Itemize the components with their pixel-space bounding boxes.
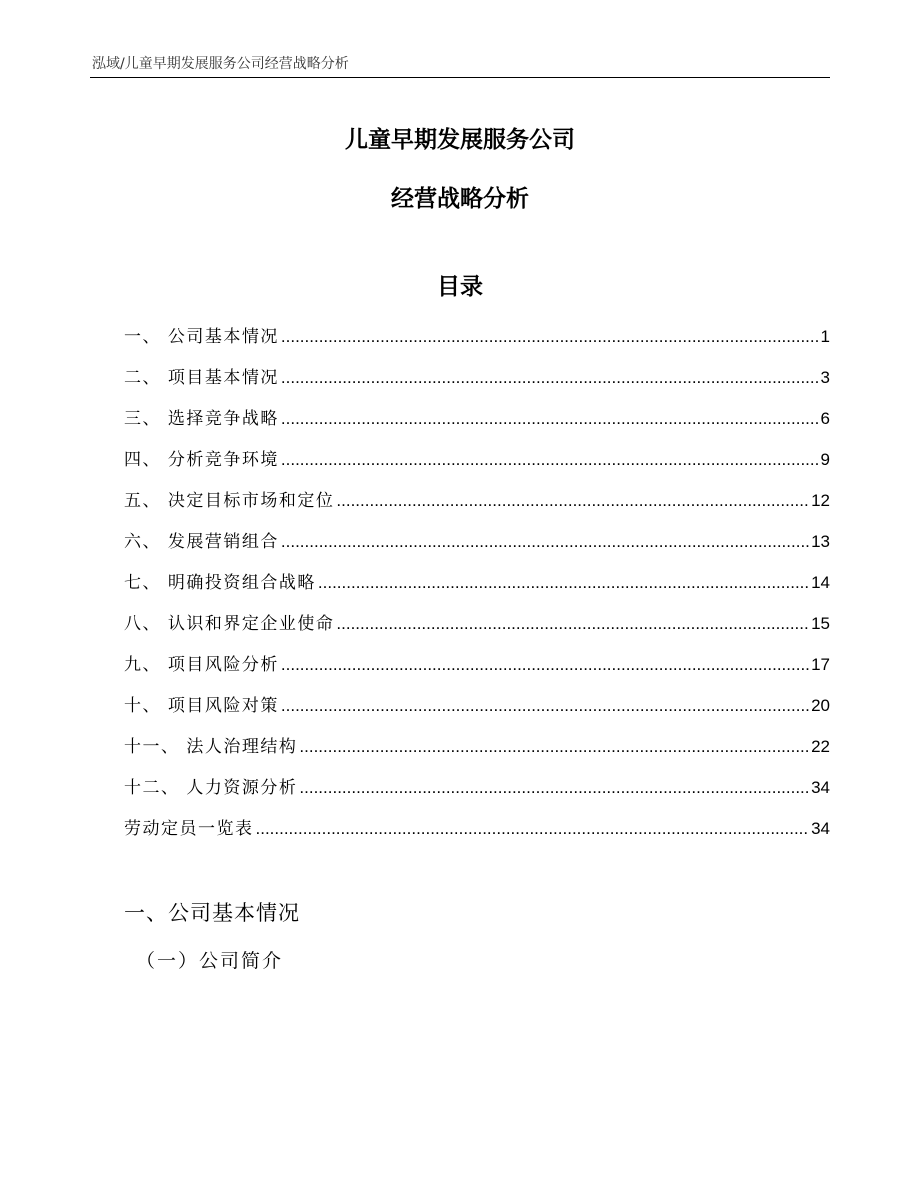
- toc-entry-page: 14: [811, 573, 830, 592]
- toc-entry-label: 八、 认识和界定企业使命: [124, 614, 335, 634]
- toc-entry-label: 七、 明确投资组合战略: [124, 573, 316, 593]
- toc-entry[interactable]: [124, 816, 830, 857]
- toc-entry[interactable]: [124, 652, 830, 693]
- toc-entry-label: 一、 公司基本情况: [124, 327, 279, 347]
- toc-entry-page: 3: [820, 368, 830, 387]
- toc-entry-page: 22: [811, 737, 830, 756]
- toc-entry-page: 1: [820, 327, 830, 346]
- toc-leader-dots: [299, 734, 809, 760]
- toc-entry[interactable]: [124, 570, 830, 611]
- toc-entry[interactable]: [124, 775, 830, 816]
- section-heading: 一、公司基本情况: [124, 901, 300, 925]
- header-divider: [90, 77, 830, 78]
- toc-entry[interactable]: [124, 611, 830, 652]
- toc-entry-label: 六、 发展营销组合: [124, 532, 279, 552]
- toc-leader-dots: [318, 570, 809, 596]
- toc-entry-page: 17: [811, 655, 830, 674]
- toc-entry-page: 12: [811, 491, 830, 510]
- table-of-contents: [124, 324, 830, 857]
- toc-leader-dots: [281, 529, 809, 555]
- toc-heading: 目录: [437, 274, 483, 300]
- toc-entry[interactable]: [124, 529, 830, 570]
- toc-entry-page: 20: [811, 696, 830, 715]
- subsection-heading: （一）公司简介: [136, 950, 284, 972]
- toc-entry-page: 15: [811, 614, 830, 633]
- toc-leader-dots: [281, 652, 809, 678]
- toc-leader-dots: [281, 406, 819, 432]
- toc-leader-dots: [336, 611, 809, 637]
- toc-leader-dots: [281, 447, 819, 473]
- toc-leader-dots: [299, 775, 809, 801]
- toc-entry-page: 6: [820, 409, 830, 428]
- toc-entry-label: 十二、 人力资源分析: [124, 778, 298, 798]
- toc-entry[interactable]: [124, 734, 830, 775]
- toc-leader-dots: [336, 488, 809, 514]
- toc-leader-dots: [281, 324, 819, 350]
- toc-entry-label: 二、 项目基本情况: [124, 368, 279, 388]
- toc-entry-label: 五、 决定目标市场和定位: [124, 491, 335, 511]
- toc-entry-label: 九、 项目风险分析: [124, 655, 279, 675]
- running-header: 泓域/儿童早期发展服务公司经营战略分析: [92, 56, 349, 72]
- toc-entry-label: 十一、 法人治理结构: [124, 737, 298, 757]
- toc-entry[interactable]: [124, 324, 830, 365]
- toc-leader-dots: [281, 693, 809, 719]
- toc-entry[interactable]: [124, 488, 830, 529]
- document-title: 儿童早期发展服务公司: [345, 127, 575, 153]
- toc-leader-dots: [281, 365, 819, 391]
- toc-entry[interactable]: [124, 693, 830, 734]
- toc-entry-page: 34: [811, 819, 830, 838]
- toc-entry-label: 十、 项目风险对策: [124, 696, 279, 716]
- toc-entry-page: 13: [811, 532, 830, 551]
- document-subtitle: 经营战略分析: [391, 186, 529, 212]
- toc-entry[interactable]: [124, 365, 830, 406]
- toc-entry-page: 9: [820, 450, 830, 469]
- toc-entry-page: 34: [811, 778, 830, 797]
- toc-entry[interactable]: [124, 406, 830, 447]
- toc-leader-dots: [256, 816, 810, 842]
- toc-entry-label: 四、 分析竞争环境: [124, 450, 279, 470]
- toc-entry[interactable]: [124, 447, 830, 488]
- toc-entry-label: 劳动定员一览表: [124, 819, 254, 839]
- toc-entry-label: 三、 选择竞争战略: [124, 409, 279, 429]
